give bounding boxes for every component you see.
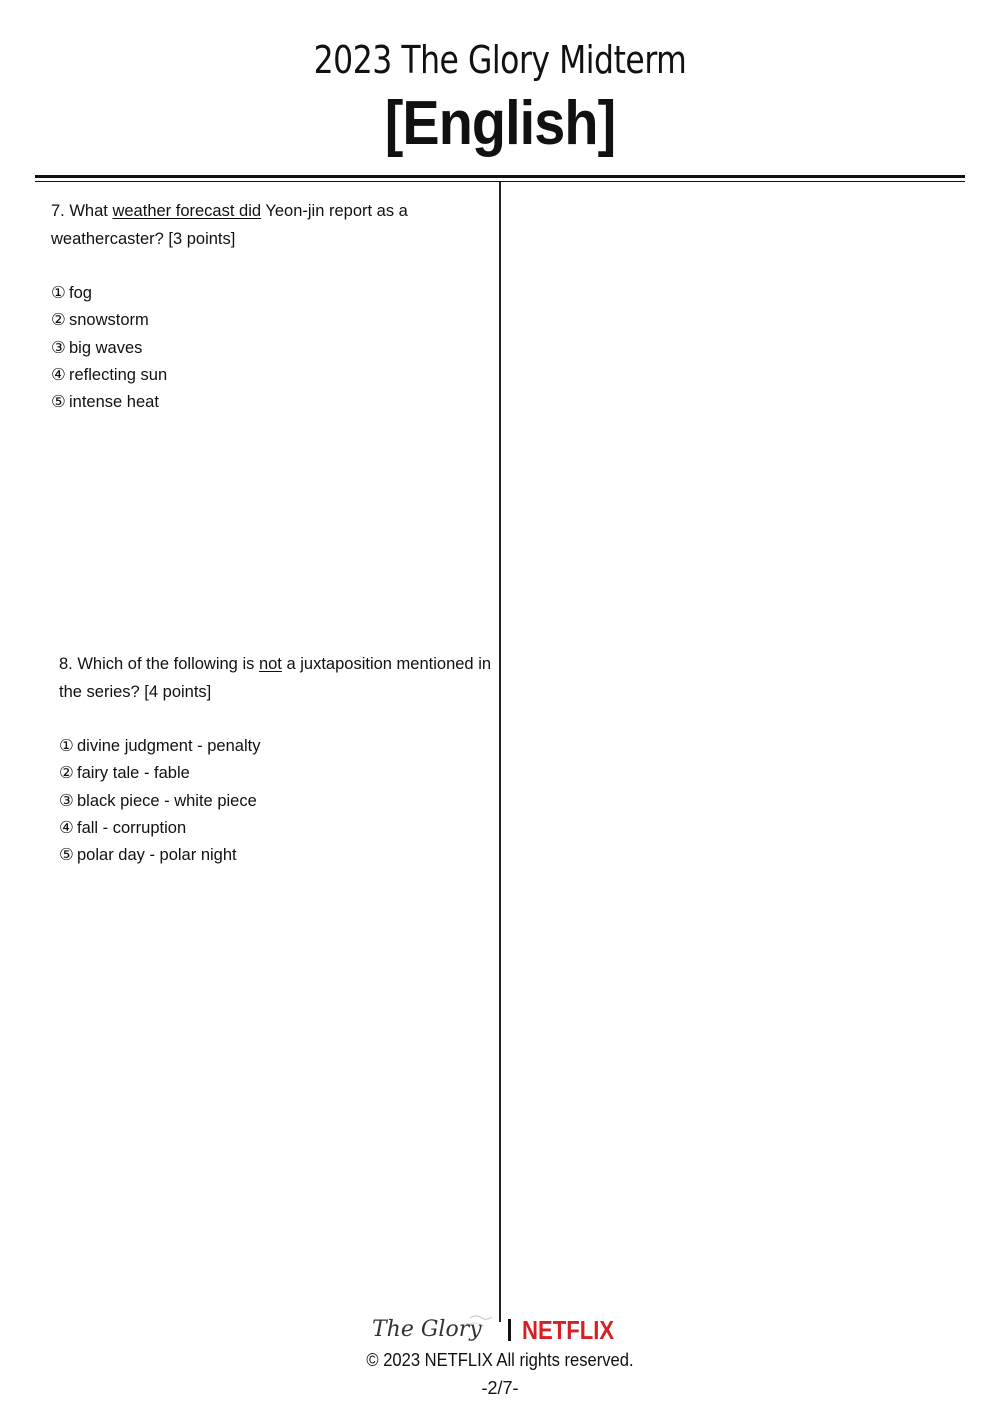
copyright-notice: © 2023 NETFLIX All rights reserved.: [366, 1350, 634, 1370]
option-text: fog: [69, 284, 92, 302]
option-text: polar day - polar night: [77, 846, 237, 865]
exam-title: 2023 The Glory Midterm: [313, 38, 687, 82]
option-item[interactable]: [51, 362, 481, 389]
question-7: [51, 198, 481, 433]
option-item[interactable]: [51, 280, 481, 307]
the-glory-logo-text: The Glory: [371, 1317, 482, 1342]
option-item[interactable]: [59, 760, 495, 787]
option-item[interactable]: [59, 788, 495, 815]
question-underlined: weather forecast did: [112, 202, 262, 220]
page-number: -2/7-: [481, 1378, 519, 1398]
the-glory-logo: [370, 1310, 500, 1350]
netflix-logo: NETFLIX: [521, 1314, 614, 1345]
option-item[interactable]: [51, 307, 481, 334]
option-list: [51, 280, 481, 416]
option-item[interactable]: [51, 389, 481, 416]
subject-heading: [English]: [384, 89, 616, 158]
option-item[interactable]: [59, 733, 495, 760]
option-marker: ③: [51, 338, 66, 357]
question-8: [59, 651, 495, 886]
option-marker: ②: [51, 311, 66, 330]
option-text: intense heat: [69, 393, 159, 412]
option-text: fall - corruption: [77, 818, 187, 837]
option-item[interactable]: [59, 815, 495, 842]
option-marker: ⑤: [59, 846, 74, 865]
question-8-text: [59, 651, 495, 706]
option-marker: ⑤: [51, 393, 66, 412]
logo-separator: [508, 1319, 511, 1341]
header-rule-thick: [35, 175, 965, 178]
option-list: [59, 733, 495, 869]
question-prefix: Which of the following is: [77, 655, 255, 673]
column-divider: [499, 182, 501, 1322]
footer-logo: [0, 1310, 1000, 1350]
question-number: 7.: [51, 202, 65, 220]
option-marker: ④: [51, 365, 66, 384]
question-prefix: What: [69, 202, 108, 220]
option-marker: ③: [59, 791, 74, 810]
question-7-text: [51, 198, 481, 253]
option-text: big waves: [69, 338, 143, 357]
question-underlined: not: [258, 655, 282, 673]
question-suffix: Yeon-jin report as a weathercaster? [3 points]: [51, 202, 408, 248]
option-text: snowstorm: [69, 311, 149, 330]
option-text: fairy tale - fable: [77, 764, 190, 783]
option-text: divine judgment - penalty: [77, 737, 261, 755]
question-number: 8.: [59, 655, 73, 673]
option-marker: ①: [59, 737, 74, 755]
option-marker: ②: [59, 764, 74, 783]
option-item[interactable]: [59, 842, 495, 869]
question-suffix: a juxtaposition mentioned in the series? [4 points]: [59, 655, 492, 701]
option-marker: ①: [51, 284, 66, 302]
option-text: reflecting sun: [69, 365, 168, 384]
option-marker: ④: [59, 818, 74, 837]
option-item[interactable]: [51, 335, 481, 362]
option-text: black piece - white piece: [77, 791, 257, 810]
